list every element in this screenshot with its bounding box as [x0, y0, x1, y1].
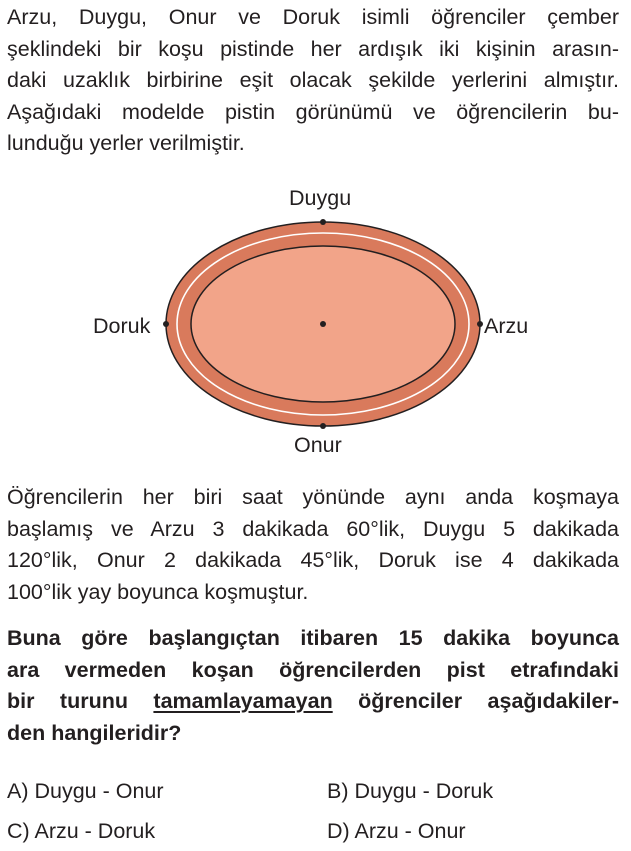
track-figure [0, 180, 631, 470]
body-line: 100°lik yay boyunca koşmuştur. [7, 579, 309, 604]
emphasized-word: tamamlayamayan [153, 689, 333, 713]
option-b[interactable]: B) Duygu - Doruk [327, 779, 494, 803]
body-line: başlamış ve Arzu 3 dakikada 60°lik, Duygu 5 dakikada [7, 516, 619, 541]
intro-line: lunduğu yerler verilmiştir. [7, 131, 245, 155]
question-line: den hangileridir? [7, 720, 182, 745]
option-c[interactable]: C) Arzu - Doruk [7, 819, 156, 843]
duygu-position-dot [320, 219, 326, 225]
arzu-label: Arzu [484, 314, 529, 338]
intro-line: daki uzaklık birbirine eşit olacak şekilde yerlerini almıştır. [7, 68, 619, 92]
center-dot [320, 321, 326, 327]
intro-line: Arzu, Duygu, Onur ve Doruk isimli öğrenciler çember [7, 5, 619, 29]
onur-position-dot [320, 423, 326, 429]
duygu-label: Duygu [289, 186, 352, 210]
doruk-position-dot [163, 321, 169, 327]
intro-paragraph [7, 2, 619, 160]
body-paragraph [7, 482, 619, 608]
question-line: ara vermeden koşan öğrencilerden pist etrafındaki [7, 657, 619, 682]
question-paragraph [7, 623, 619, 749]
body-line: 120°lik, Onur 2 dakikada 45°lik, Doruk ise 4 dakikada [7, 548, 619, 572]
arzu-position-dot [477, 321, 483, 327]
option-d[interactable]: D) Arzu - Onur [327, 819, 466, 843]
question-line [7, 686, 619, 718]
question-text: bir turunu [7, 689, 154, 713]
doruk-label: Doruk [93, 314, 151, 338]
intro-line: şeklindeki bir koşu pistinde her ardışık iki kişinin arasın- [7, 36, 619, 61]
onur-label: Onur [294, 433, 342, 457]
option-a[interactable]: A) Duygu - Onur [7, 779, 164, 803]
intro-line: Aşağıdaki modelde pistin görünümü ve öğrencilerin bu- [7, 99, 619, 124]
body-line: Öğrencilerin her biri saat yönünde aynı anda koşmaya [7, 485, 619, 509]
question-line: Buna göre başlangıçtan itibaren 15 dakika boyunca [7, 626, 619, 650]
question-text: öğrenciler aşağıdakiler- [332, 689, 619, 713]
